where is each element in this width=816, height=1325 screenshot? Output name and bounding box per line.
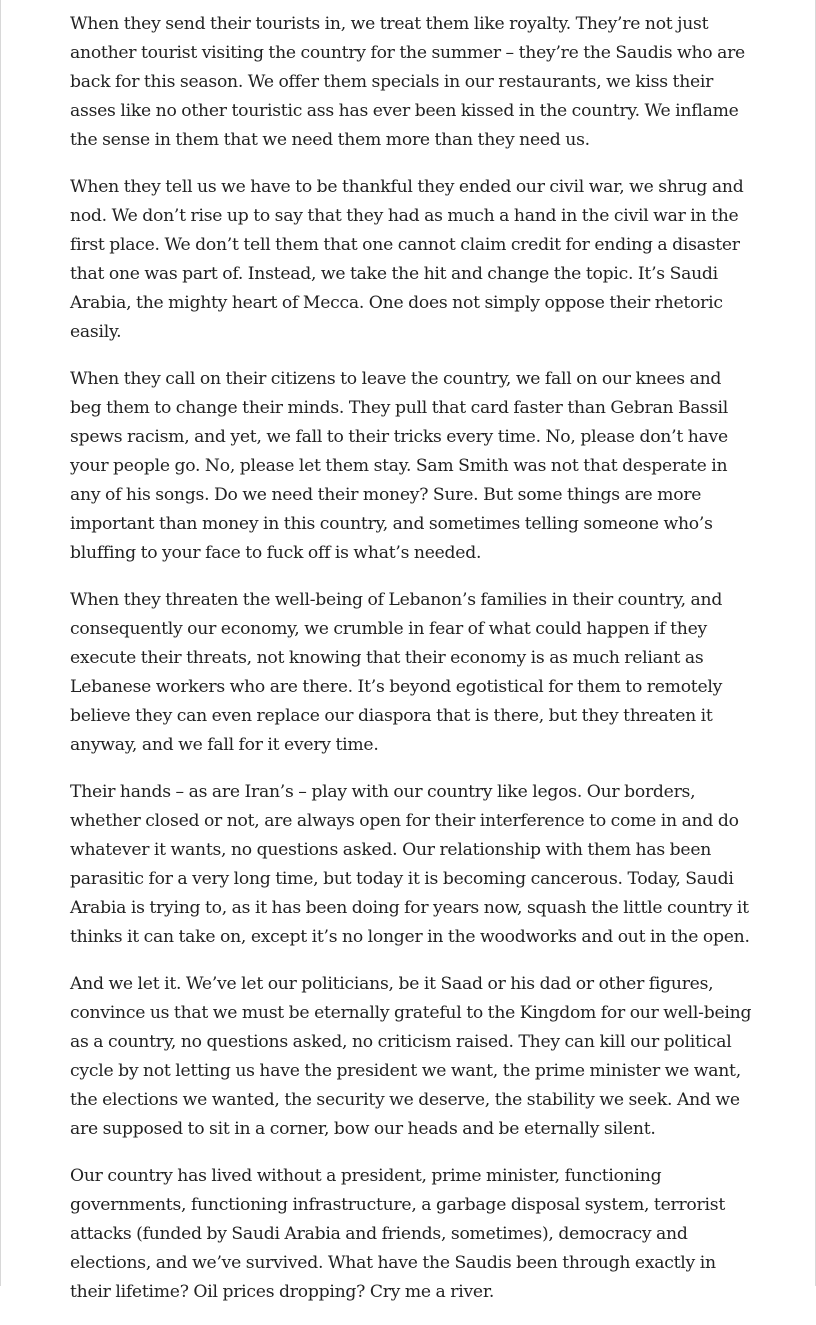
article-paragraph: When they tell us we have to be thankful they ended our civil war, we shrug and nod. We don’t rise up to say that they had as much a hand in the civil war in the first place. We don’t tell them that one cannot claim credit for ending a disaster that one was part of. Instead, we take the hit and change the topic. It’s Saudi Arabia, the mighty heart of Mecca. One does not simply oppose their rhetoric easily. [70,177,744,342]
article-paragraph: Our country has lived without a president, prime minister, functioning governments, functioning infrastructure, a garbage disposal system, terrorist attacks (funded by Saudi Arabia and friends, sometimes), democracy and elections, and we’ve survived. What have the Saudis been through exactly in their lifetime? Oil prices dropping? Cry me a river. [70,1166,725,1302]
page-border-left [0,0,1,1286]
article-paragraph: When they call on their citizens to leave the country, we fall on our knees and beg them to change their minds. They pull that card faster than Gebran Bassil spews racism, and yet, we fall to their tricks every time. No, please don’t have your people go. No, please let them stay. Sam Smith was not that desperate in any of his songs. Do we need their money? Sure. But some things are more important than money in this country, and sometimes telling someone who’s bluffing to your face to fuck off is what’s needed. [70,369,729,563]
article-body [70,10,756,1325]
article-paragraph: And we let it. We’ve let our politicians, be it Saad or his dad or other figures, convince us that we must be eternally grateful to the Kingdom for our well-being as a country, no questions asked, no criticism raised. They can kill our political cycle by not letting us have the president we want, the prime minister we want, the elections we wanted, the security we deserve, the stability we seek. And we are supposed to sit in a corner, bow our heads and be eternally silent. [70,974,752,1139]
article-paragraph: Their hands – as are Iran’s – play with our country like legos. Our borders, whether closed or not, are always open for their interference to come in and do whatever it wants, no questions asked. Our relationship with them has been parasitic for a very long time, but today it is becoming cancerous. Today, Saudi Arabia is trying to, as it has been doing for years now, squash the little country it thinks it can take on, except it’s no longer in the woodworks and out in the open. [70,782,750,947]
article-paragraph: When they threaten the well-being of Lebanon’s families in their country, and consequently our economy, we crumble in fear of what could happen if they execute their threats, not knowing that their economy is as much reliant as Lebanese workers who are there. It’s beyond egotistical for them to remotely believe they can even replace our diaspora that is there, but they threaten it anyway, and we fall for it every time. [70,590,723,755]
article-paragraph: When they send their tourists in, we treat them like royalty. They’re not just another tourist visiting the country for the summer – they’re the Saudis who are back for this season. We offer them specials in our restaurants, we kiss their asses like no other touristic ass has ever been kissed in the country. We inflame the sense in them that we need them more than they need us. [70,14,745,150]
